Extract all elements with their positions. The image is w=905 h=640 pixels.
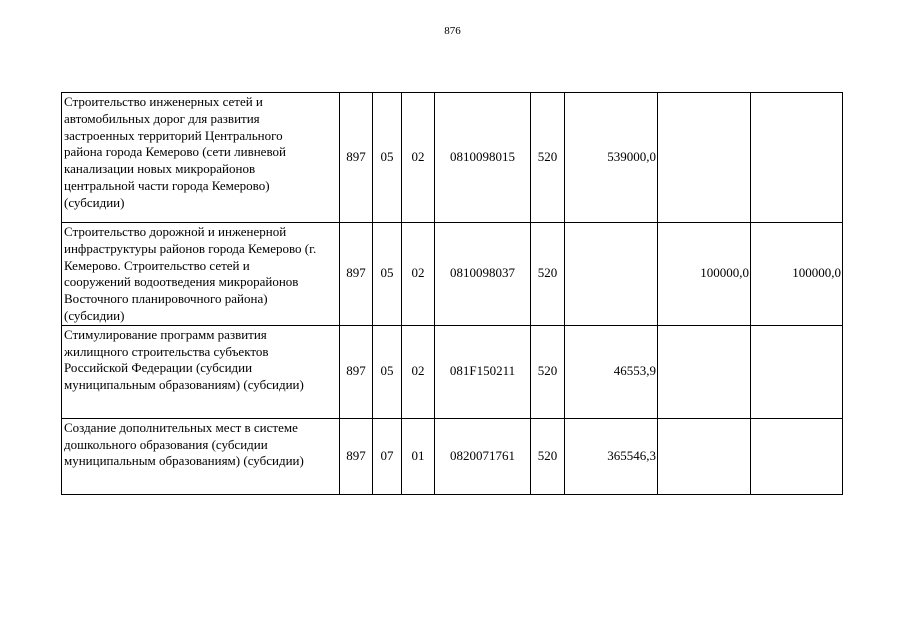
target-article-cell: 081F150211 <box>435 325 531 418</box>
description-line: центральной части города Кемерово) <box>64 177 270 193</box>
description-line: дошкольного образования (субсидии <box>64 436 268 452</box>
page-number: 876 <box>444 25 461 37</box>
description-line: муниципальным образованиям) (субсидии) <box>64 377 304 393</box>
subsection-code-cell: 01 <box>402 418 435 494</box>
description-line: застроенных территорий Центрального <box>64 127 283 143</box>
target-article-cell: 0810098037 <box>435 223 531 326</box>
amount-year-1-cell: 365546,3 <box>565 418 658 494</box>
ministry-code-cell: 897 <box>340 418 373 494</box>
ministry-code-cell: 897 <box>340 325 373 418</box>
amount-year-1-cell: 46553,9 <box>565 325 658 418</box>
expense-description-cell <box>62 325 340 418</box>
description-line: сооружений водоотведения микрорайонов <box>64 274 299 290</box>
description-line: Создание дополнительных мест в системе <box>64 419 298 435</box>
table-row <box>62 418 843 494</box>
description-line: инфраструктуры районов города Кемерово (г. <box>64 240 317 256</box>
expense-description-cell <box>62 223 340 326</box>
description-line: муниципальным образованиям) (субсидии) <box>64 453 304 469</box>
description-line: Восточного планировочного района) <box>64 291 268 307</box>
expense-description-cell <box>62 418 340 494</box>
description-line: Российской Федерации (субсидии <box>64 360 253 376</box>
amount-year-3-cell <box>751 418 843 494</box>
subsection-code-cell: 02 <box>402 325 435 418</box>
amount-year-1-cell <box>565 223 658 326</box>
description-line: канализации новых микрорайонов <box>64 161 256 177</box>
description-line: Кемерово. Строительство сетей и <box>64 257 250 273</box>
target-article-cell: 0820071761 <box>435 418 531 494</box>
description-line: жилищного строительства субъектов <box>64 343 269 359</box>
amount-year-1-cell: 539000,0 <box>565 93 658 223</box>
expense-type-cell: 520 <box>531 325 565 418</box>
amount-year-2-cell: 100000,0 <box>658 223 751 326</box>
section-code-cell: 05 <box>373 93 402 223</box>
section-code-cell: 07 <box>373 418 402 494</box>
description-line: Строительство дорожной и инженерной <box>64 224 287 239</box>
description-line: автомобильных дорог для развития <box>64 110 260 126</box>
table-row <box>62 325 843 418</box>
expense-type-cell: 520 <box>531 93 565 223</box>
amount-year-3-cell <box>751 325 843 418</box>
expense-description-cell <box>62 93 340 223</box>
expense-type-cell: 520 <box>531 418 565 494</box>
table-row <box>62 223 843 326</box>
amount-year-2-cell <box>658 418 751 494</box>
ministry-code-cell: 897 <box>340 93 373 223</box>
amount-year-2-cell <box>658 325 751 418</box>
amount-year-3-cell: 100000,0 <box>751 223 843 326</box>
target-article-cell: 0810098015 <box>435 93 531 223</box>
amount-year-3-cell <box>751 93 843 223</box>
description-line: (субсидии) <box>64 194 125 210</box>
amount-year-2-cell <box>658 93 751 223</box>
section-code-cell: 05 <box>373 325 402 418</box>
description-line: района города Кемерово (сети ливневой <box>64 144 286 160</box>
subsection-code-cell: 02 <box>402 93 435 223</box>
budget-table <box>61 92 843 495</box>
description-line: Строительство инженерных сетей и <box>64 94 263 109</box>
table-row <box>62 93 843 223</box>
ministry-code-cell: 897 <box>340 223 373 326</box>
description-line: (субсидии) <box>64 307 125 323</box>
section-code-cell: 05 <box>373 223 402 326</box>
expense-type-cell: 520 <box>531 223 565 326</box>
subsection-code-cell: 02 <box>402 223 435 326</box>
description-line: Стимулирование программ развития <box>64 326 267 342</box>
